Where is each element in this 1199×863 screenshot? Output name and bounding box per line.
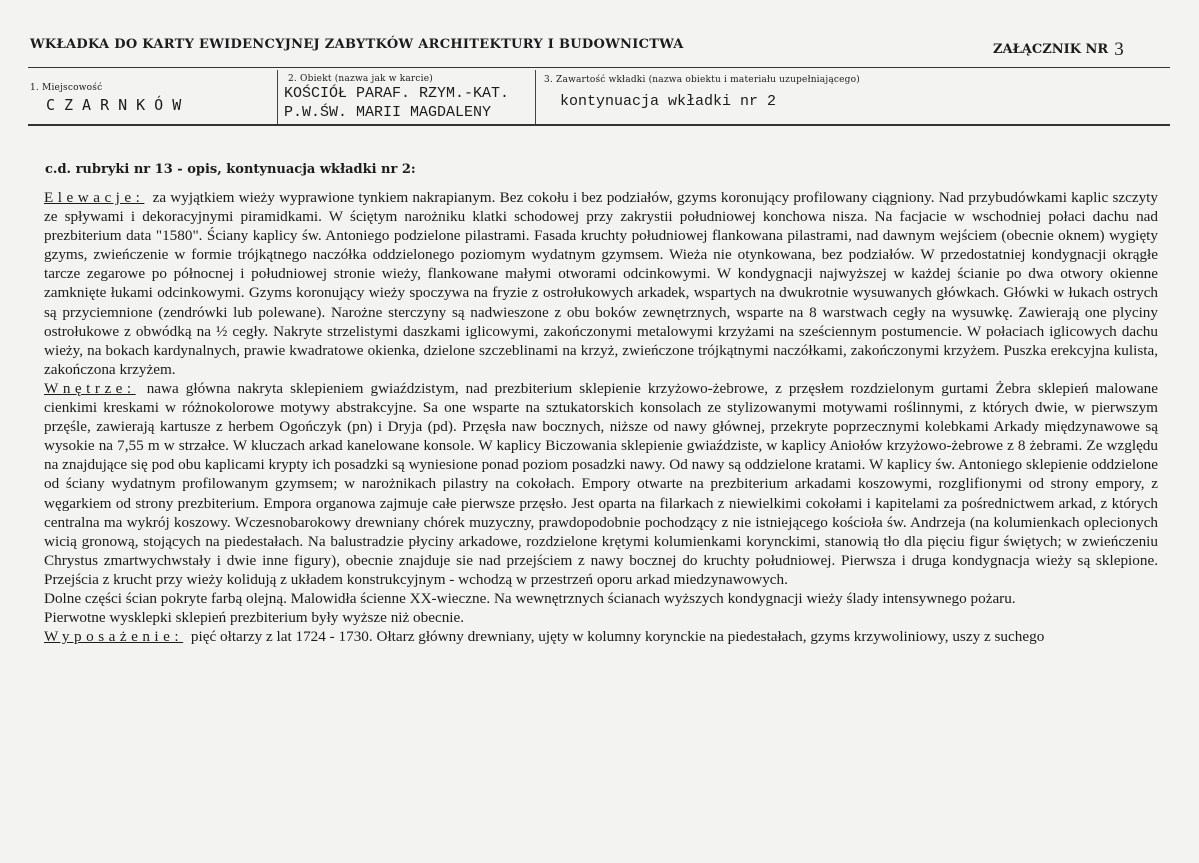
contents-label: 3. Zawartość wkładki (nazwa obiektu i materiału uzupełniającego) [544,75,860,85]
lead-elewacje: Elewacje: [44,189,145,206]
paragraph-wyposazenie [44,627,1158,646]
lead-wnetrze: Wnętrze: [44,379,136,397]
contents-value: kontynuacja wkładki nr 2 [560,93,777,110]
description-body [44,188,1158,646]
paragraph-pierwotne: Pierwotne wysklepki sklepień prezbiterium były wyższe niż obecnie. [44,609,465,627]
section-heading: c.d. rubryki nr 13 - opis, kontynuacja wkładki nr 2: [45,162,416,177]
annex-label [993,37,1124,59]
object-line-1: KOŚCIÓŁ PARAF. RZYM.-KAT. [284,85,510,102]
object-label: 2. Obiekt (nazwa jak w karcie) [288,74,433,84]
place-value: CZARNKÓW [46,96,191,114]
text-wnetrze: nawa główna nakryta sklepieniem gwiaździstym, nad prezbiterium sklepienie krzyżowo-żebrowe, z przęsłem rozdzielonym gurtami Żebra sklepień malowane cienkimi kreskami w różnokolorowe motywy abstrakcyjne. Sa one wsparte na sztukatorskich konsolach ze stylizowanymi motywami roślinnymi, z których dwie, w pierwszym przęśle, zawierają kartusze z herbem Ogończyk (pn) i Dryja (pd). Przęsła naw bocznych, niższe od nawy głównej, przekryte poprzecznymi kolebkami Arkady międzynawowe są wysokie na 7,55 m w strzałce. W kluczach arkad kanelowane konsole. W kaplicy Biczowania sklepienie gwiaździste, w kaplicy Aniołów krzyżowo-żebrowe z 8 żebrami. Ze względu na znajdujące się pod obu kaplicami krypty ich posadzki są wyniesione ponad poziom posadzki nawy. Od nawy są oddzielone kratami. W kaplicy św. Antoniego sklepienie oddzielone od ściany wydatnym profilowanym gzymsem; w narożnikach pilastry na cokołach. Empory otwarte na prezbiterium arkadami koszowymi, rozglifionymi od strony empory, z węgarkiem od strony prezbiterium. Empora organowa zajmuje całe pierwsze przęsło. Jest oparta na filarkach z niewielkimi cokołami i kapitelami za pośrednictwem arkad, z których centralna ma wykrój koszowy. Wczesnobarokowy drewniany chórek muzyczny, prawdopodobnie pochodzący z nie istniejącego kościoła św. Andrzeja (na kolumienkach oplecionych wicią gronową, stojących na piedestałach. Na balustradzie płyciny arkadowe, rozdzielone krętymi kolumienkami korynckimi, stanowią tło dla pięciu figur świętych; w zwieńczeniu Chrystus zmartwychwstały i dwie inne figury), obecnie znajduje sie nad przejściem z nawy bocznej do kruchty południowej. Pierwsza i druga kondygnacja wieży są sklepione. Przejścia z krucht przy wieży kolidują z układem konstrukcyjnym - wchodzą w przestrzeń oporu arkad miedzynawowych. [44,379,1158,588]
paragraph-elewacje [44,188,1158,379]
place-label: 1. Miejscowość [30,83,103,93]
field-divider-1 [277,70,278,125]
text-elewacje: za wyjątkiem wieży wyprawione tynkiem nakrapianym. Bez cokołu i bez podziałów, gzyms koronujący profilowany ciągniony. Nad przybudówkami kaplic szczyty ze spływami i dekoracyjnymi piramidkami. W ściętym narożniku klatki schodowej przy zakrystii południowej konchowa nisza. Na facjacie w wschodniej połaci dachu nad prezbiterium data "1580". Ściany kaplicy św. Antoniego podzielone pilastrami. Fasada kruchty południowej flankowana pilastrami, nad dawnym wejściem (obecnie oknem) wygięty gzyms, zwieńczenie w formie trójkątnego naczółka oddzielonego poziomym wydatnym gzymsem. Wieża nie otynkowana, bez podziałów. W przedostatniej kondygnacji okrągłe tarcze zegarowe po północnej i południowej stronie wieży, flankowane małymi otworami odcinkowymi. W kondygnacji najwyższej w każdej ścianie po dwa otwory okienne zamknięte łukami odcinkowymi. Gzyms koronujący wieży spoczywa na fryzie z ostrołukowych arkadek, wspartych na dwukrotnie wysuwanych główkach. Główki w łukach ostrych są przyciemnione (zendrówki lub polewane). Narożne sterczyny są nadwieszone z obu boków zewnętrznych, wsparte na 8 warstwach cegły na wysuwkę. Zawierają one plyciny ostrołukowe z obwódką na ½ cegły. Nakryte strzelistymi daszkami iglicowymi, zakończonymi metalowymi krzyżami na sześciennym postumencie. W połaciach iglicowych dachu wieży, na bokach kardynalnych, prawie kwadratowe okienka, dzielone szczeblinami na krzyż, zwieńczone trójkątnymi naczółkami, zakończonymi krzyżem. Puszka erekcyjna kulista, zakończona krzyżem. [44,189,1159,378]
object-value [284,84,509,122]
paragraph-dolne: Dolne części ścian pokryte farbą olejną. Malowidła ścienne XX-wieczne. Na wewnętrznych ścianach wyższych kondygnacji wieży ślady intensywnego pożaru. [44,589,1016,607]
text-wyposazenie: pięć ołtarzy z lat 1724 - 1730. Ołtarz główny drewniany, ujęty w kolumny korynckie na piedestałach, gzyms krzywoliniowy, uszy z suchego [190,628,1045,646]
lead-wyposazenie: Wyposażenie: [44,628,184,646]
object-line-2: P.W.ŚW. MARII MAGDALENY [284,104,492,121]
header-rule-bottom [28,124,1170,126]
header-rule-top [28,67,1170,68]
annex-number: 3 [1114,39,1124,60]
paragraph-wnetrze [44,379,1158,589]
field-divider-2 [535,70,536,125]
document-title: WKŁADKA DO KARTY EWIDENCYJNEJ ZABYTKÓW ARCHITEKTURY I BUDOWNICTWA [30,37,684,52]
annex-label-text: ZAŁĄCZNIK NR [993,42,1109,57]
